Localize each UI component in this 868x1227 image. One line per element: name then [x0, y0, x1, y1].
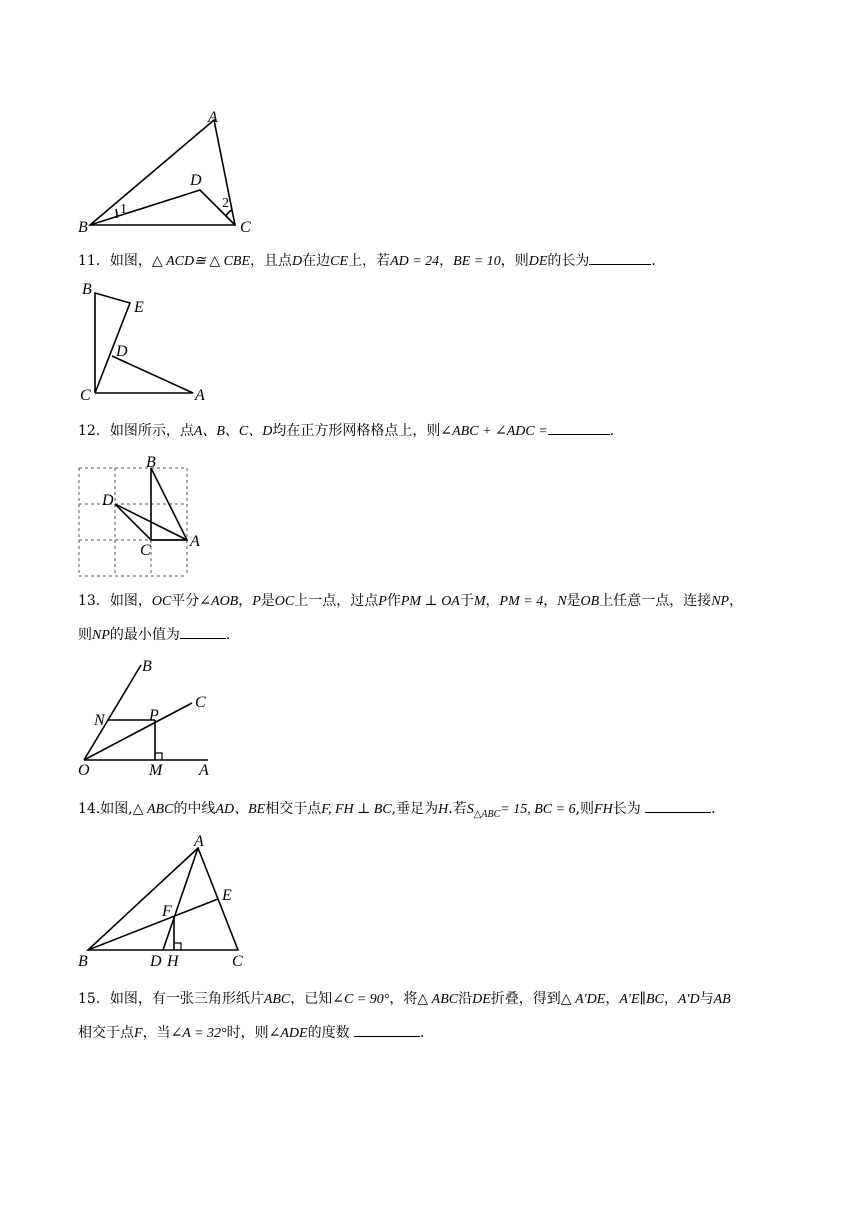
question-13-line-1: 13．如图，OC平分∠AOB，P是OC上一点，过点P作PM ⊥ OA于M，PM = 4，N是OB上任意一点，连接NP，: [78, 593, 744, 609]
answer-blank[interactable]: [180, 622, 226, 639]
label-b: B: [78, 953, 88, 970]
question-14: 14.如图,△ ABC的中线AD、BE相交于点F, FH ⊥ BC,垂足为H.若$S_{\triangle ABC}= 15$, BC = 6,则FH长为 ．: [78, 794, 798, 825]
answer-blank[interactable]: [589, 248, 651, 265]
label-angle-2: 2: [222, 196, 229, 211]
label-b: B: [78, 219, 88, 236]
question-number: 13．: [78, 593, 110, 609]
label-a: A: [194, 833, 204, 850]
label-angle-1: 1: [120, 202, 127, 217]
question-15-line-1: 15．如图，有一张三角形纸片ABC，已知∠C = 90°，将△ ABC沿DE折叠，得到△ A′DE，A′E∥BC，A′D与AB: [78, 991, 731, 1007]
question-13-line-2: 则NP的最小值为 ．: [78, 620, 798, 651]
label-b: B: [146, 454, 156, 471]
triangle-abc: [88, 848, 238, 950]
label-e: E: [134, 299, 144, 316]
label-d: D: [150, 953, 162, 970]
question-15-line-2: 相交于点F，当∠A = 32°时，则∠ADE的度数 ．: [78, 1018, 798, 1049]
label-p: P: [149, 707, 159, 724]
label-c: C: [195, 694, 206, 711]
label-c: C: [140, 542, 151, 559]
label-e: E: [222, 887, 232, 904]
label-b: B: [82, 281, 92, 298]
question-number: 12．: [78, 423, 110, 439]
label-a: A: [195, 387, 205, 404]
label-h: H: [167, 953, 179, 970]
median-be: [88, 899, 218, 950]
label-a: A: [208, 109, 218, 126]
label-d: D: [190, 172, 202, 189]
question-number: 15．: [78, 991, 110, 1007]
question-12: 12．如图所示，点A、B、C、D均在正方形网格格点上，则∠ABC + ∠ADC = ．: [78, 416, 798, 447]
figure-q10: [70, 105, 270, 240]
question-number: 14.: [78, 801, 101, 817]
label-d: D: [116, 343, 128, 360]
triangle-abc: [90, 120, 235, 225]
answer-blank[interactable]: [354, 1020, 420, 1037]
label-c: C: [80, 387, 91, 404]
label-c: C: [232, 953, 243, 970]
answer-blank[interactable]: [548, 418, 610, 435]
figure-q14: [70, 828, 270, 973]
label-d: D: [102, 492, 114, 509]
figure-q12: [70, 455, 220, 585]
label-o: O: [78, 762, 90, 779]
question-number: 11．: [78, 253, 110, 269]
right-angle-mark: [174, 943, 181, 950]
label-b: B: [142, 658, 152, 675]
figure-q13: [70, 655, 230, 780]
right-angle-mark: [155, 753, 162, 760]
answer-blank[interactable]: [645, 796, 711, 813]
segment-d-a: [95, 356, 193, 393]
figure-q11: [70, 278, 240, 408]
label-c: C: [240, 219, 251, 236]
label-a: A: [190, 533, 200, 550]
label-n: N: [94, 712, 105, 729]
label-f: F: [162, 903, 172, 920]
question-11: 11．如图，△ ACD≅ △ CBE，且点D在边CE上，若AD = 24，BE = 10，则DE的长为 ．: [78, 246, 798, 277]
label-m: M: [149, 762, 163, 779]
label-a: A: [199, 762, 209, 779]
